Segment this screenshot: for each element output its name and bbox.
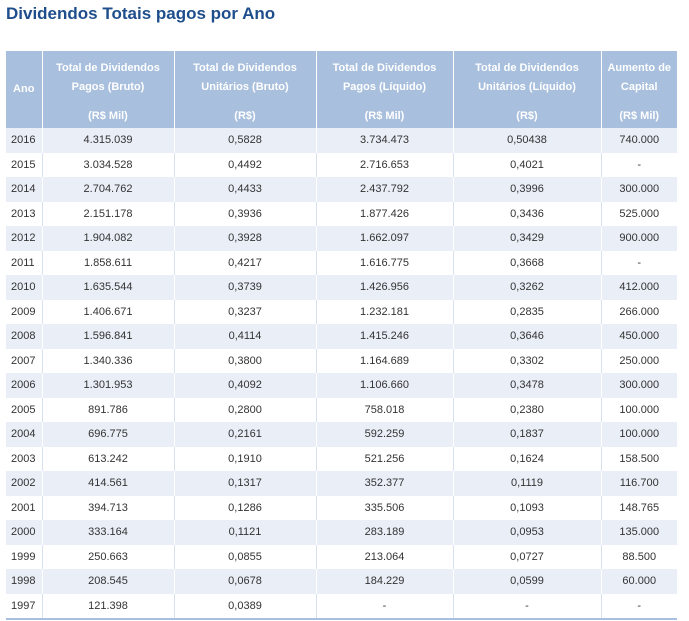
cell-unitarios-bruto: 0,3936 [174, 202, 316, 227]
cell-unitarios-bruto: 0,5828 [174, 128, 316, 153]
cell-year: 1997 [6, 594, 42, 620]
table-row [6, 422, 677, 447]
cell-total-bruto: 1.406.671 [42, 300, 174, 325]
cell-year: 2002 [6, 471, 42, 496]
cell-aumento-capital: 740.000 [601, 128, 677, 153]
cell-total-liquido: 1.662.097 [316, 226, 453, 251]
header-row [6, 51, 677, 104]
cell-unitarios-bruto: 0,3237 [174, 300, 316, 325]
cell-total-bruto: 891.786 [42, 398, 174, 423]
cell-aumento-capital: 100.000 [601, 422, 677, 447]
cell-aumento-capital: 148.765 [601, 496, 677, 521]
table-row [6, 128, 677, 153]
cell-total-liquido: 335.506 [316, 496, 453, 521]
cell-total-liquido: 1.232.181 [316, 300, 453, 325]
cell-unitarios-bruto: 0,4492 [174, 153, 316, 178]
cell-aumento-capital: 158.500 [601, 447, 677, 472]
cell-year: 2016 [6, 128, 42, 153]
cell-year: 2008 [6, 324, 42, 349]
cell-year: 2000 [6, 520, 42, 545]
cell-aumento-capital: 60.000 [601, 569, 677, 594]
cell-year: 2012 [6, 226, 42, 251]
cell-unitarios-bruto: 0,0855 [174, 545, 316, 570]
cell-total-bruto: 208.545 [42, 569, 174, 594]
cell-unitarios-liquido: 0,1119 [453, 471, 601, 496]
cell-year: 2004 [6, 422, 42, 447]
cell-unitarios-liquido: 0,1837 [453, 422, 601, 447]
cell-year: 2010 [6, 275, 42, 300]
cell-unitarios-liquido: 0,1093 [453, 496, 601, 521]
cell-unitarios-bruto: 0,4433 [174, 177, 316, 202]
cell-unitarios-bruto: 0,0678 [174, 569, 316, 594]
cell-total-bruto: 4.315.039 [42, 128, 174, 153]
unit-total-bruto: (R$ Mil) [42, 104, 174, 128]
cell-unitarios-liquido: 0,4021 [453, 153, 601, 178]
cell-aumento-capital: 300.000 [601, 373, 677, 398]
cell-unitarios-bruto: 0,4114 [174, 324, 316, 349]
cell-year: 2014 [6, 177, 42, 202]
cell-total-liquido: 213.064 [316, 545, 453, 570]
table-row [6, 349, 677, 374]
cell-total-liquido: 283.189 [316, 520, 453, 545]
cell-aumento-capital: 266.000 [601, 300, 677, 325]
cell-total-liquido: 1.106.660 [316, 373, 453, 398]
table-row [6, 275, 677, 300]
cell-aumento-capital: 116.700 [601, 471, 677, 496]
cell-total-bruto: 3.034.528 [42, 153, 174, 178]
cell-total-bruto: 1.858.611 [42, 251, 174, 276]
cell-year: 2013 [6, 202, 42, 227]
cell-unitarios-liquido: 0,0953 [453, 520, 601, 545]
cell-year: 2007 [6, 349, 42, 374]
cell-aumento-capital: - [601, 251, 677, 276]
cell-unitarios-bruto: 0,0389 [174, 594, 316, 620]
cell-unitarios-liquido: 0,3668 [453, 251, 601, 276]
table-body [6, 128, 677, 619]
cell-aumento-capital: 450.000 [601, 324, 677, 349]
cell-year: 2015 [6, 153, 42, 178]
cell-total-liquido: 1.877.426 [316, 202, 453, 227]
table-row [6, 471, 677, 496]
header-unitarios-liquido: Total de Dividendos Unitários (Líquido) [453, 51, 601, 104]
cell-unitarios-liquido: - [453, 594, 601, 620]
cell-total-bruto: 2.151.178 [42, 202, 174, 227]
table-row [6, 496, 677, 521]
cell-unitarios-liquido: 0,0599 [453, 569, 601, 594]
table-row [6, 202, 677, 227]
table-row [6, 520, 677, 545]
cell-total-liquido: 1.415.246 [316, 324, 453, 349]
cell-unitarios-liquido: 0,3262 [453, 275, 601, 300]
cell-total-liquido: 592.259 [316, 422, 453, 447]
cell-total-bruto: 1.635.544 [42, 275, 174, 300]
cell-total-bruto: 1.301.953 [42, 373, 174, 398]
table-row [6, 300, 677, 325]
cell-unitarios-liquido: 0,50438 [453, 128, 601, 153]
table-row [6, 226, 677, 251]
cell-aumento-capital: - [601, 153, 677, 178]
cell-total-liquido: 521.256 [316, 447, 453, 472]
header-total-bruto: Total de Dividendos Pagos (Bruto) [42, 51, 174, 104]
cell-total-liquido: 1.616.775 [316, 251, 453, 276]
cell-total-liquido: 3.734.473 [316, 128, 453, 153]
cell-year: 1999 [6, 545, 42, 570]
cell-aumento-capital: 250.000 [601, 349, 677, 374]
cell-unitarios-bruto: 0,1317 [174, 471, 316, 496]
cell-unitarios-bruto: 0,1910 [174, 447, 316, 472]
cell-unitarios-bruto: 0,4217 [174, 251, 316, 276]
unit-aumento-capital: (R$ Mil) [601, 104, 677, 128]
cell-unitarios-bruto: 0,3739 [174, 275, 316, 300]
cell-year: 2009 [6, 300, 42, 325]
cell-unitarios-liquido: 0,3302 [453, 349, 601, 374]
cell-year: 2001 [6, 496, 42, 521]
cell-total-bruto: 613.242 [42, 447, 174, 472]
cell-total-liquido: 1.164.689 [316, 349, 453, 374]
table-row [6, 398, 677, 423]
cell-unitarios-liquido: 0,2380 [453, 398, 601, 423]
header-units-row [6, 104, 677, 128]
cell-unitarios-liquido: 0,0727 [453, 545, 601, 570]
cell-unitarios-bruto: 0,2161 [174, 422, 316, 447]
cell-year: 2006 [6, 373, 42, 398]
cell-unitarios-bruto: 0,3928 [174, 226, 316, 251]
cell-total-liquido: 184.229 [316, 569, 453, 594]
cell-aumento-capital: 135.000 [601, 520, 677, 545]
cell-aumento-capital: 525.000 [601, 202, 677, 227]
cell-aumento-capital: 100.000 [601, 398, 677, 423]
table-row [6, 153, 677, 178]
cell-aumento-capital: 88.500 [601, 545, 677, 570]
table-row [6, 251, 677, 276]
cell-total-bruto: 333.164 [42, 520, 174, 545]
cell-unitarios-liquido: 0,3429 [453, 226, 601, 251]
cell-total-liquido: 758.018 [316, 398, 453, 423]
cell-year: 2003 [6, 447, 42, 472]
header-year: Ano [6, 51, 42, 128]
cell-unitarios-bruto: 0,4092 [174, 373, 316, 398]
cell-year: 2011 [6, 251, 42, 276]
dividends-table [6, 51, 677, 620]
header-unitarios-bruto: Total de Dividendos Unitários (Bruto) [174, 51, 316, 104]
cell-aumento-capital: 412.000 [601, 275, 677, 300]
cell-year: 1998 [6, 569, 42, 594]
cell-total-liquido: 2.716.653 [316, 153, 453, 178]
table-row [6, 569, 677, 594]
cell-unitarios-bruto: 0,1286 [174, 496, 316, 521]
cell-unitarios-liquido: 0,1624 [453, 447, 601, 472]
page-title: Dividendos Totais pagos por Ano [6, 4, 276, 23]
cell-total-bruto: 414.561 [42, 471, 174, 496]
table-row [6, 373, 677, 398]
cell-total-bruto: 1.904.082 [42, 226, 174, 251]
cell-total-bruto: 696.775 [42, 422, 174, 447]
table-row [6, 594, 677, 620]
cell-total-bruto: 2.704.762 [42, 177, 174, 202]
cell-total-bruto: 1.340.336 [42, 349, 174, 374]
table-row [6, 447, 677, 472]
table-row [6, 324, 677, 349]
cell-unitarios-liquido: 0,3478 [453, 373, 601, 398]
cell-unitarios-liquido: 0,3996 [453, 177, 601, 202]
table-row [6, 177, 677, 202]
header-aumento-capital: Aumento de Capital [601, 51, 677, 104]
cell-total-liquido: 1.426.956 [316, 275, 453, 300]
cell-unitarios-bruto: 0,1121 [174, 520, 316, 545]
cell-total-bruto: 394.713 [42, 496, 174, 521]
unit-total-liquido: (R$ Mil) [316, 104, 453, 128]
cell-aumento-capital: - [601, 594, 677, 620]
cell-unitarios-liquido: 0,2835 [453, 300, 601, 325]
cell-total-bruto: 1.596.841 [42, 324, 174, 349]
cell-total-liquido: 352.377 [316, 471, 453, 496]
cell-unitarios-liquido: 0,3646 [453, 324, 601, 349]
cell-aumento-capital: 900.000 [601, 226, 677, 251]
unit-unitarios-bruto: (R$) [174, 104, 316, 128]
cell-total-bruto: 250.663 [42, 545, 174, 570]
cell-aumento-capital: 300.000 [601, 177, 677, 202]
cell-total-liquido: 2.437.792 [316, 177, 453, 202]
cell-total-liquido: - [316, 594, 453, 620]
unit-unitarios-liquido: (R$) [453, 104, 601, 128]
table-row [6, 545, 677, 570]
cell-unitarios-bruto: 0,2800 [174, 398, 316, 423]
cell-unitarios-liquido: 0,3436 [453, 202, 601, 227]
header-total-liquido: Total de Dividendos Pagos (Líquido) [316, 51, 453, 104]
cell-year: 2005 [6, 398, 42, 423]
cell-total-bruto: 121.398 [42, 594, 174, 620]
cell-unitarios-bruto: 0,3800 [174, 349, 316, 374]
